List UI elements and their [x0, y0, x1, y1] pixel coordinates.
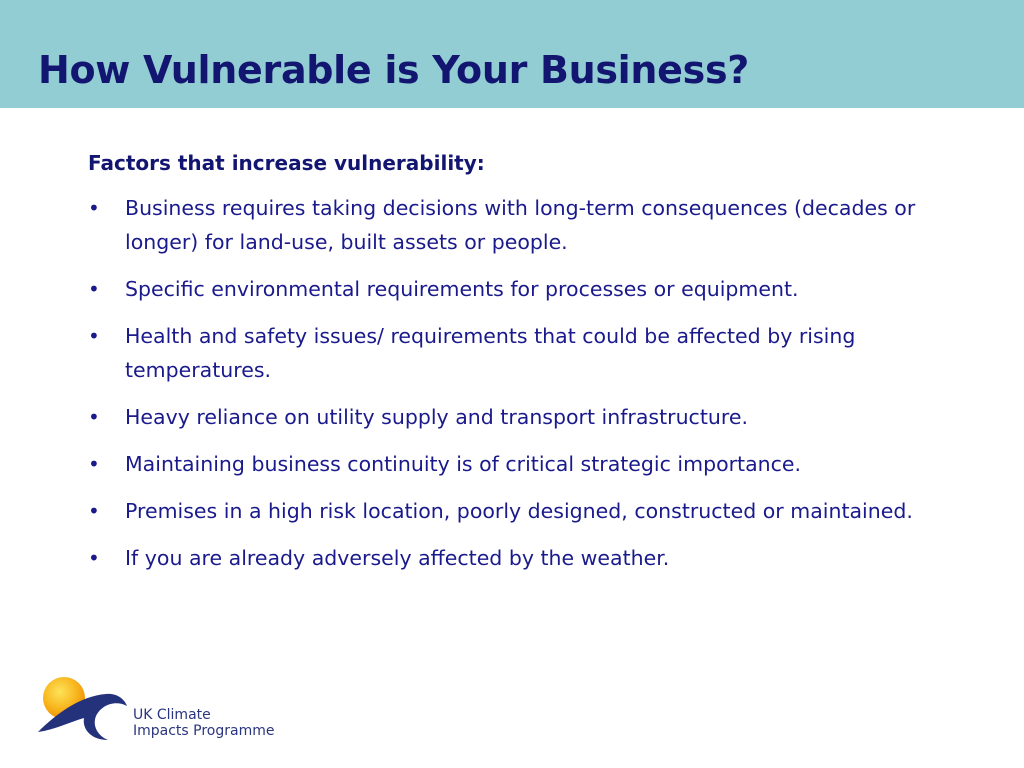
bullet-item: [88, 191, 975, 259]
bullet-text: Business requires taking decisions with long-term consequences (decades or longer) for land-use, built assets or people.: [125, 196, 916, 254]
slide-title: How Vulnerable is Your Business?: [38, 48, 750, 92]
bullet-text: If you are already adversely affected by the weather.: [125, 546, 670, 570]
bullet-text: Maintaining business continuity is of critical strategic importance.: [125, 452, 802, 476]
bullet-item: [88, 319, 975, 387]
bullet-list: [88, 191, 988, 575]
bullet-item: [88, 494, 975, 528]
bullet-marker: •: [88, 277, 100, 301]
subheading: Factors that increase vulnerability:: [88, 151, 485, 175]
bullet-item: [88, 400, 975, 434]
bullet-marker: •: [88, 499, 100, 523]
sun-wave-logo-icon: [36, 674, 128, 740]
logo-text: [133, 707, 274, 739]
logo-line-1: UK Climate: [133, 707, 211, 723]
bullet-marker: •: [88, 546, 100, 570]
logo-line-2: Impacts Programme: [133, 723, 275, 739]
bullet-marker: •: [88, 196, 100, 220]
bullet-text: Health and safety issues/ requirements that could be affected by rising temperatures.: [125, 324, 856, 382]
bullet-item: [88, 272, 975, 306]
bullet-marker: •: [88, 405, 100, 429]
bullet-text: Premises in a high risk location, poorly designed, constructed or maintained.: [125, 499, 913, 523]
bullet-text: Specific environmental requirements for processes or equipment.: [125, 277, 799, 301]
ukcip-logo: [36, 674, 286, 740]
bullet-text: Heavy reliance on utility supply and transport infrastructure.: [125, 405, 748, 429]
bullet-marker: •: [88, 452, 100, 476]
bullet-item: [88, 447, 975, 481]
bullet-item: [88, 541, 975, 575]
slide-content: [88, 148, 988, 588]
bullet-marker: •: [88, 324, 100, 348]
